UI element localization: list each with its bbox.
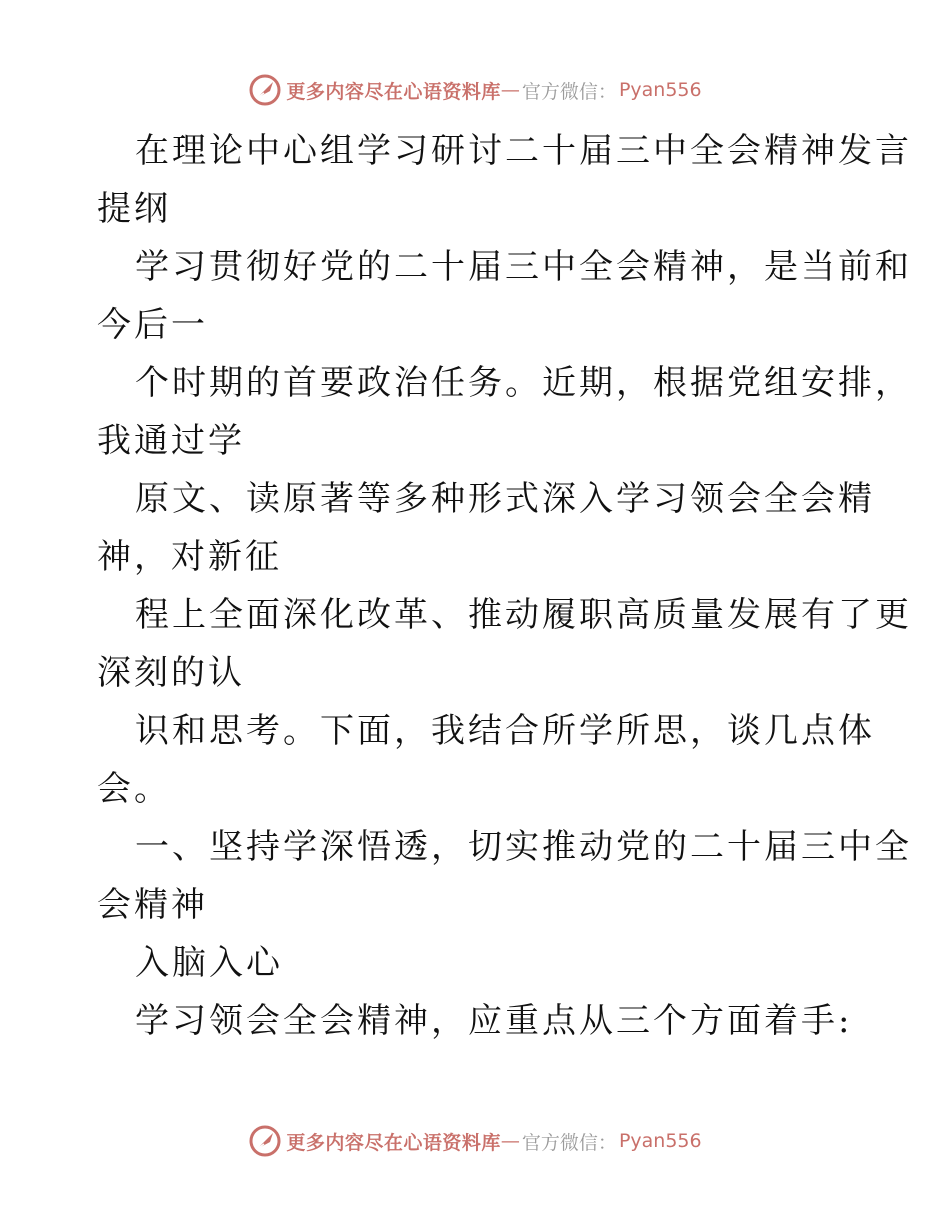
document-body [97,122,912,1050]
paragraph-line: 神，对新征 [97,537,282,577]
section-heading-line: 入脑入心 [135,943,283,983]
header-watermark-banner [0,70,950,110]
paragraph-line: 我通过学 [97,421,245,461]
banner-dash: — [500,79,520,101]
doc-title-line-1: 在理论中心组学习研讨二十届三中全会精神发言 [135,131,912,171]
banner-wechat-id: Pyan556 [618,79,702,101]
banner-wechat-label: 官方微信： [521,1131,617,1154]
paragraph-line: 个时期的首要政治任务。近期，根据党组安排， [135,363,912,403]
banner-dash: — [500,1130,520,1152]
paragraph-line: 深刻的认 [97,653,245,693]
doc-title-line-2: 提纲 [97,189,171,229]
feather-pen-logo-icon [248,73,282,107]
banner-text: 更多内容尽在心语资料库 [286,80,501,103]
footer-watermark-banner [0,1121,950,1161]
paragraph-line: 程上全面深化改革、推动履职高质量发展有了更 [135,595,912,635]
banner-text: 更多内容尽在心语资料库 [286,1131,501,1154]
paragraph-line: 学习贯彻好党的二十届三中全会精神，是当前和 [135,247,912,287]
paragraph-line: 今后一 [97,305,208,345]
feather-pen-logo-icon [248,1124,282,1158]
section-heading-line: 一、坚持学深悟透，切实推动党的二十届三中全 [135,827,912,867]
paragraph-line: 识和思考。下面，我结合所学所思，谈几点体 [135,711,875,751]
paragraph-line: 学习领会全会精神，应重点从三个方面着手: [135,1001,853,1041]
banner-wechat-label: 官方微信： [521,80,617,103]
paragraph-line: 会。 [97,769,171,809]
paragraph-line: 原文、读原著等多种形式深入学习领会全会精 [135,479,875,519]
section-heading-line: 会精神 [97,885,208,925]
banner-wechat-id: Pyan556 [618,1130,702,1152]
